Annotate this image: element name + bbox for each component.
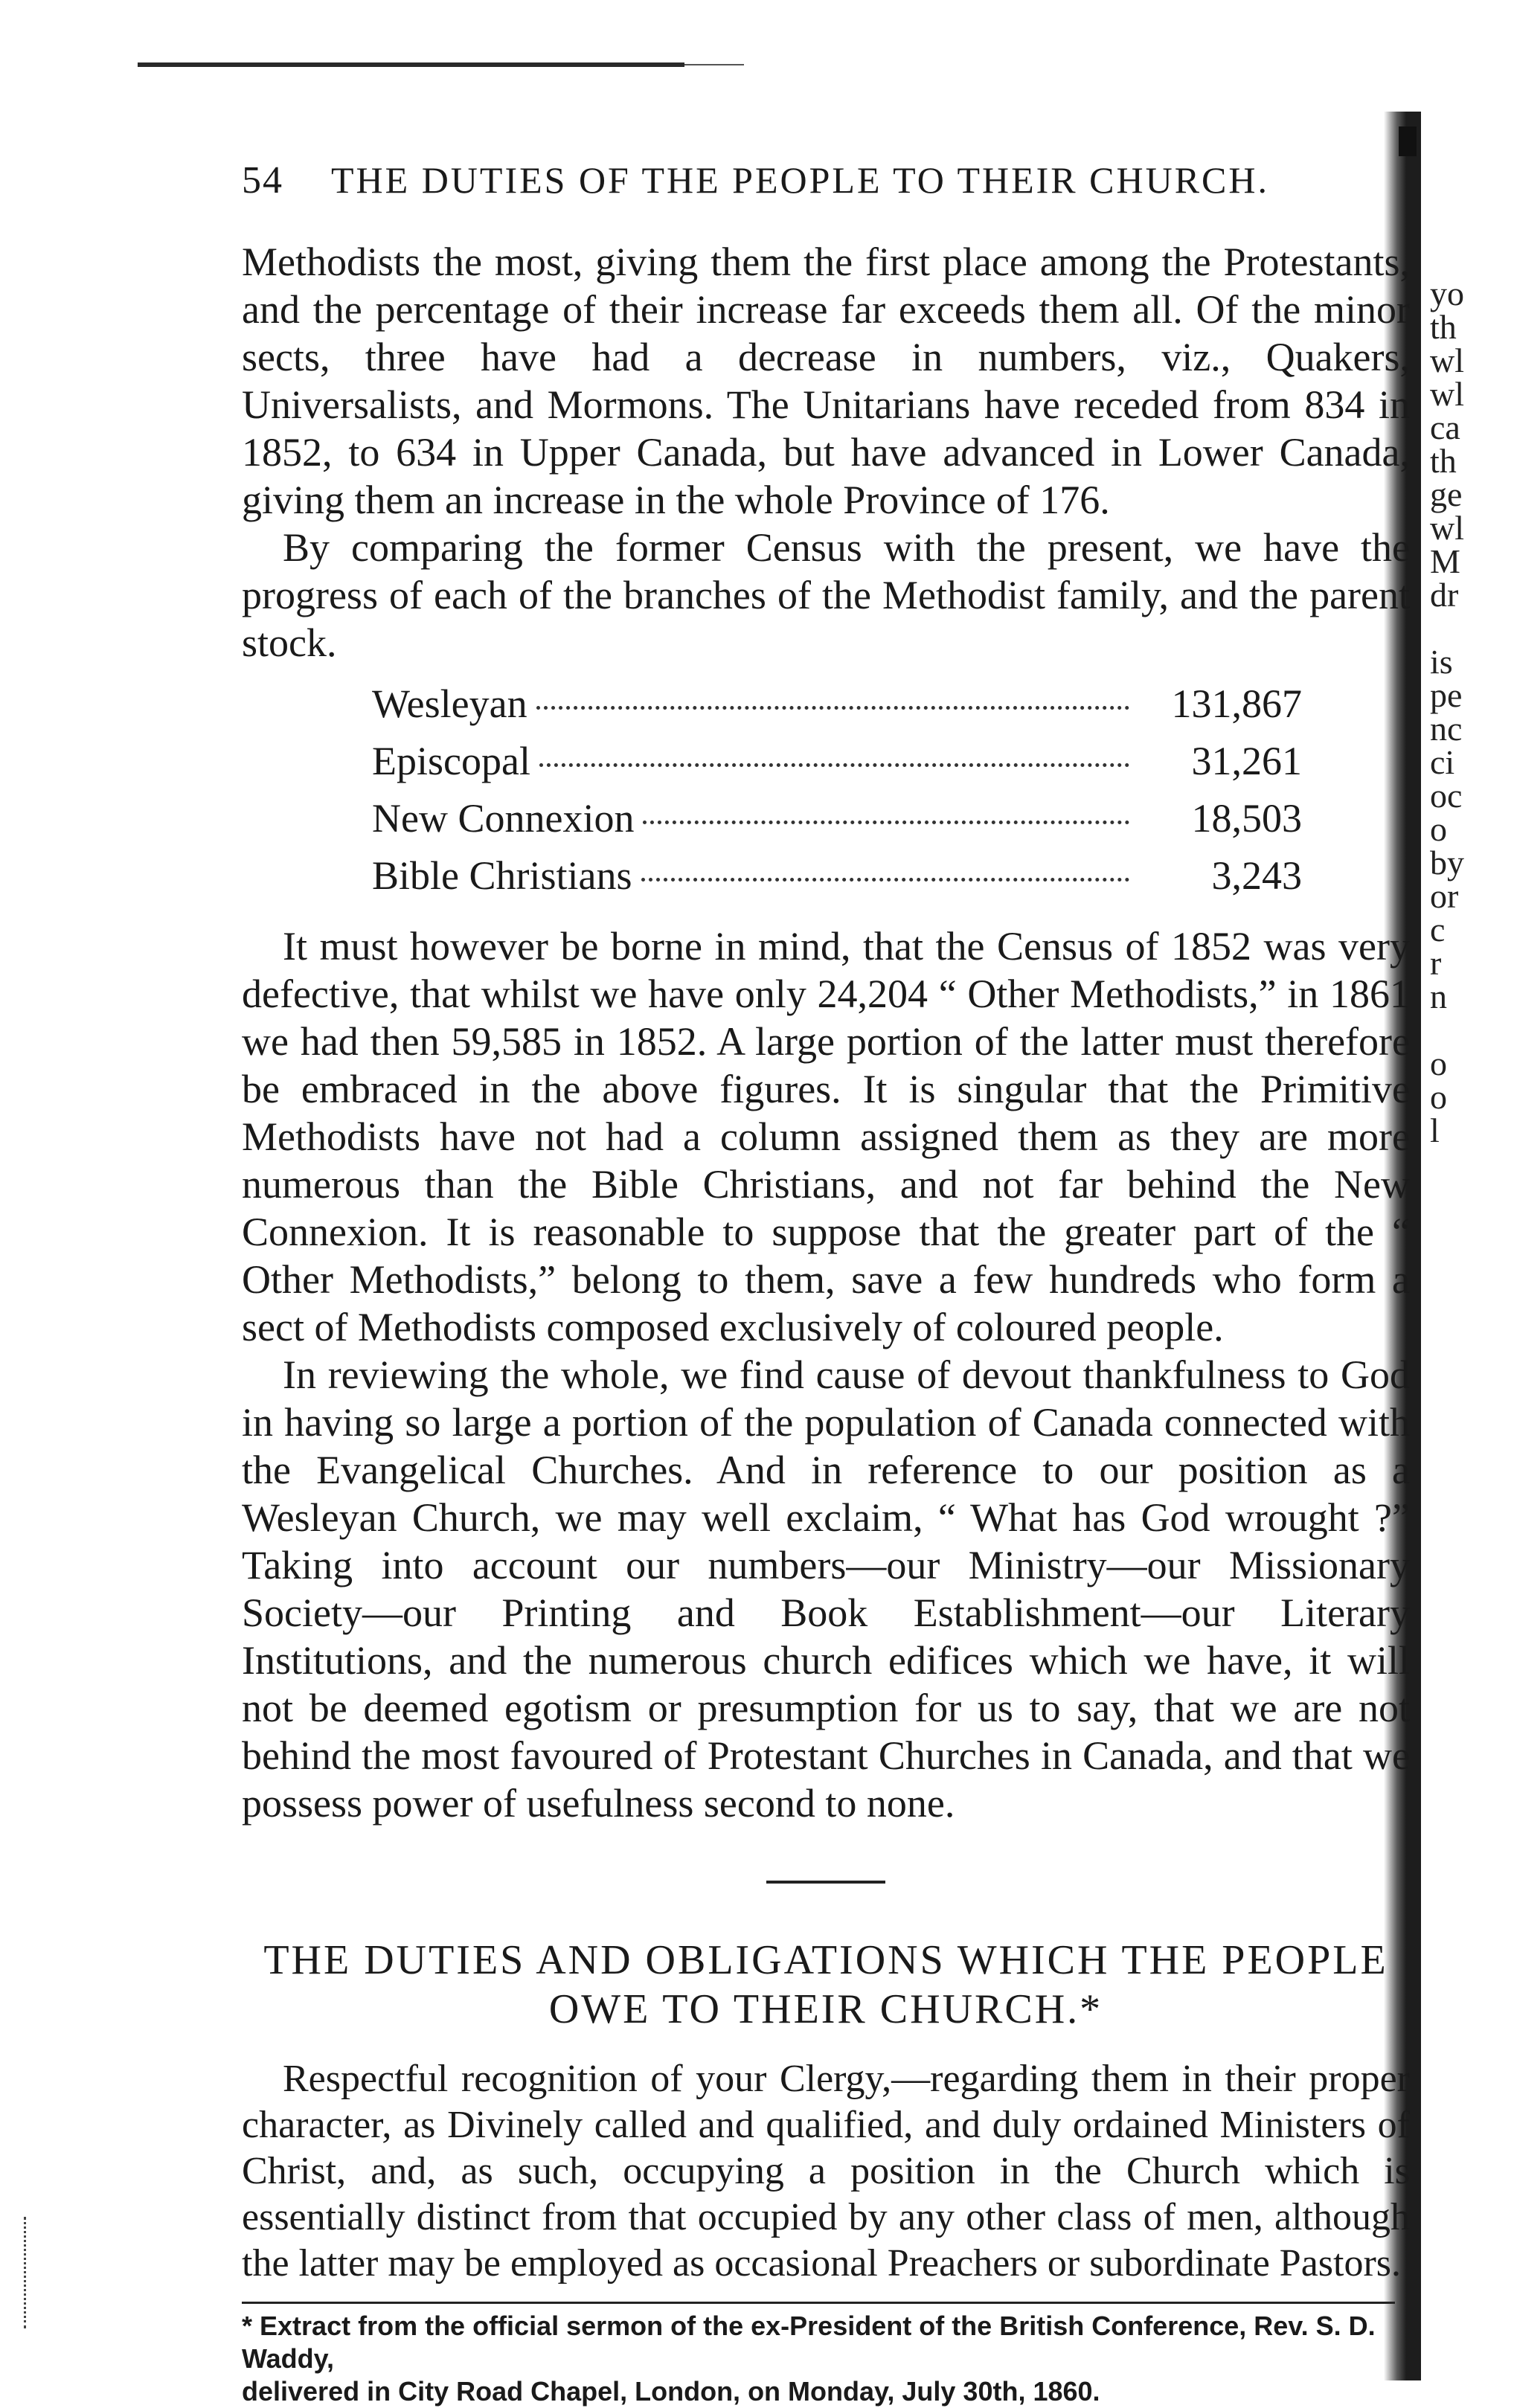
- margin-fragment: c: [1430, 911, 1446, 948]
- margin-fragment: ge: [1430, 475, 1463, 513]
- margin-fragment: pe: [1430, 676, 1463, 714]
- paragraph-1: Methodists the most, giving them the first place among the Protestants, and the percentage of their increase far exceeds them all. Of the minor sects, three have had a decrease in numbers, viz., Quakers, Universalists, and Mormons. The Unitarians have receded from 834 in 1852, to 634 in Upper Canada, but have advanced in Lower Canada, giving them an increase in the whole Province of 176.: [242, 240, 1410, 522]
- margin-fragment: yo: [1430, 274, 1464, 312]
- branch-count: 3,243: [1211, 853, 1302, 898]
- leader-dots: [536, 706, 1129, 710]
- margin-fragment: or: [1430, 877, 1459, 915]
- margin-fragment: wl: [1430, 509, 1464, 547]
- branch-count: 18,503: [1191, 796, 1302, 841]
- section-paragraph-1: Respectful recognition of your Clergy,—regarding them in their proper character, as Divinely called and qualified, and duly ordained Ministers of Christ, and, as such, occupying a position in the Church which is essentially distinct from that occupied by any other class of men, although the latter may be employed as occasional Preachers or subordinate Pastors.: [242, 2058, 1410, 2285]
- paragraph-2: By comparing the former Census with the present, we have the progress of each of the branches of the Methodist family, and the parent stock.: [242, 525, 1410, 665]
- left-edge-marks: [24, 2217, 31, 2328]
- table-row: [372, 680, 1302, 737]
- branch-name: New Connexion: [372, 796, 635, 841]
- branch-name: Episcopal: [372, 739, 530, 783]
- margin-fragment: M: [1430, 542, 1460, 580]
- margin-fragment: r: [1430, 944, 1442, 982]
- margin-fragment: o: [1430, 1078, 1447, 1116]
- margin-fragment: by: [1430, 844, 1464, 882]
- margin-fragment: ci: [1430, 743, 1455, 781]
- running-head: [242, 156, 1410, 216]
- top-rule: [138, 62, 684, 67]
- section-heading-line-1: THE DUTIES AND OBLIGATIONS WHICH THE PEOPLE: [263, 1937, 1388, 1983]
- branch-name: Wesleyan: [372, 681, 527, 726]
- table-row: [372, 794, 1302, 852]
- leader-dots: [643, 821, 1129, 824]
- margin-fragment: wl: [1430, 341, 1464, 379]
- margin-fragment: th: [1430, 442, 1457, 480]
- leader-dots: [641, 878, 1130, 882]
- margin-fragment: dr: [1430, 576, 1459, 614]
- margin-fragment: is: [1430, 643, 1453, 681]
- branch-count: 31,261: [1191, 739, 1302, 783]
- table-row: [372, 852, 1302, 909]
- footnote-rule: [242, 2302, 1395, 2304]
- margin-fragment: th: [1430, 308, 1457, 346]
- binding-gutter-mark: [1399, 126, 1417, 156]
- section-heading-line-2: OWE TO THEIR CHURCH.*: [548, 1986, 1103, 2032]
- margin-fragment: oc: [1430, 777, 1463, 815]
- margin-fragment: wl: [1430, 375, 1464, 413]
- footnote-line-1: * Extract from the official sermon of the ex-President of the British Conference, Rev. S. D. Waddy,: [242, 2311, 1376, 2374]
- branch-count: 131,867: [1171, 681, 1302, 726]
- paragraph-4: In reviewing the whole, we find cause of devout thankfulness to God in having so large a portion of the population of Canada connected with the Evangelical Churches. And in reference to our position as a Wesleyan Church, we may well exclaim, “ What has God wrought ?” Taking into account our numbers—our Ministry—our Missionary Society—our Printing and Book Establishment—our Literary Institutions, and the numerous church edifices which we have, it will not be deemed egotism or presumption for us to say, that we are not behind the most favoured of Protestant Churches in Canada, and that we possess power of usefulness second to none.: [242, 1352, 1410, 1826]
- facing-page-fragments: [1430, 274, 1504, 1149]
- page-body: [242, 156, 1410, 2408]
- section-heading: [242, 1936, 1410, 2034]
- top-rule-extension: [684, 64, 744, 65]
- section-divider: [766, 1881, 885, 1884]
- margin-fragment: [1430, 1013, 1504, 1047]
- margin-fragment: l: [1430, 1111, 1440, 1149]
- running-title: THE DUTIES OF THE PEOPLE TO THEIR CHURCH.: [331, 159, 1270, 201]
- leader-dots: [539, 763, 1129, 767]
- margin-fragment: ca: [1430, 408, 1460, 446]
- page-number: 54: [242, 159, 283, 202]
- margin-fragment: [1430, 611, 1504, 645]
- footnote-line-2: delivered in City Road Chapel, London, on Monday, July 30th, 1860.: [242, 2376, 1100, 2407]
- methodist-branches-table: [372, 680, 1302, 909]
- margin-fragment: o: [1430, 810, 1447, 848]
- branch-name: Bible Christians: [372, 853, 632, 898]
- table-row: [372, 737, 1302, 794]
- margin-fragment: nc: [1430, 710, 1463, 748]
- footnote: [242, 2310, 1410, 2408]
- margin-fragment: n: [1430, 977, 1447, 1015]
- margin-fragment: o: [1430, 1044, 1447, 1082]
- paragraph-3: It must however be borne in mind, that the Census of 1852 was very defective, that whilst we have only 24,204 “ Other Methodists,” in 1861 we had then 59,585 in 1852. A large portion of the latter must therefore be embraced in the above figures. It is singular that the Primitive Methodists have not had a column assigned them as they are more numerous than the Bible Christians, and not far behind the New Connexion. It is reasonable to suppose that the greater part of the “ Other Methodists,” belong to them, save a few hundreds who form a sect of Methodists composed exclusively of coloured people.: [242, 924, 1410, 1349]
